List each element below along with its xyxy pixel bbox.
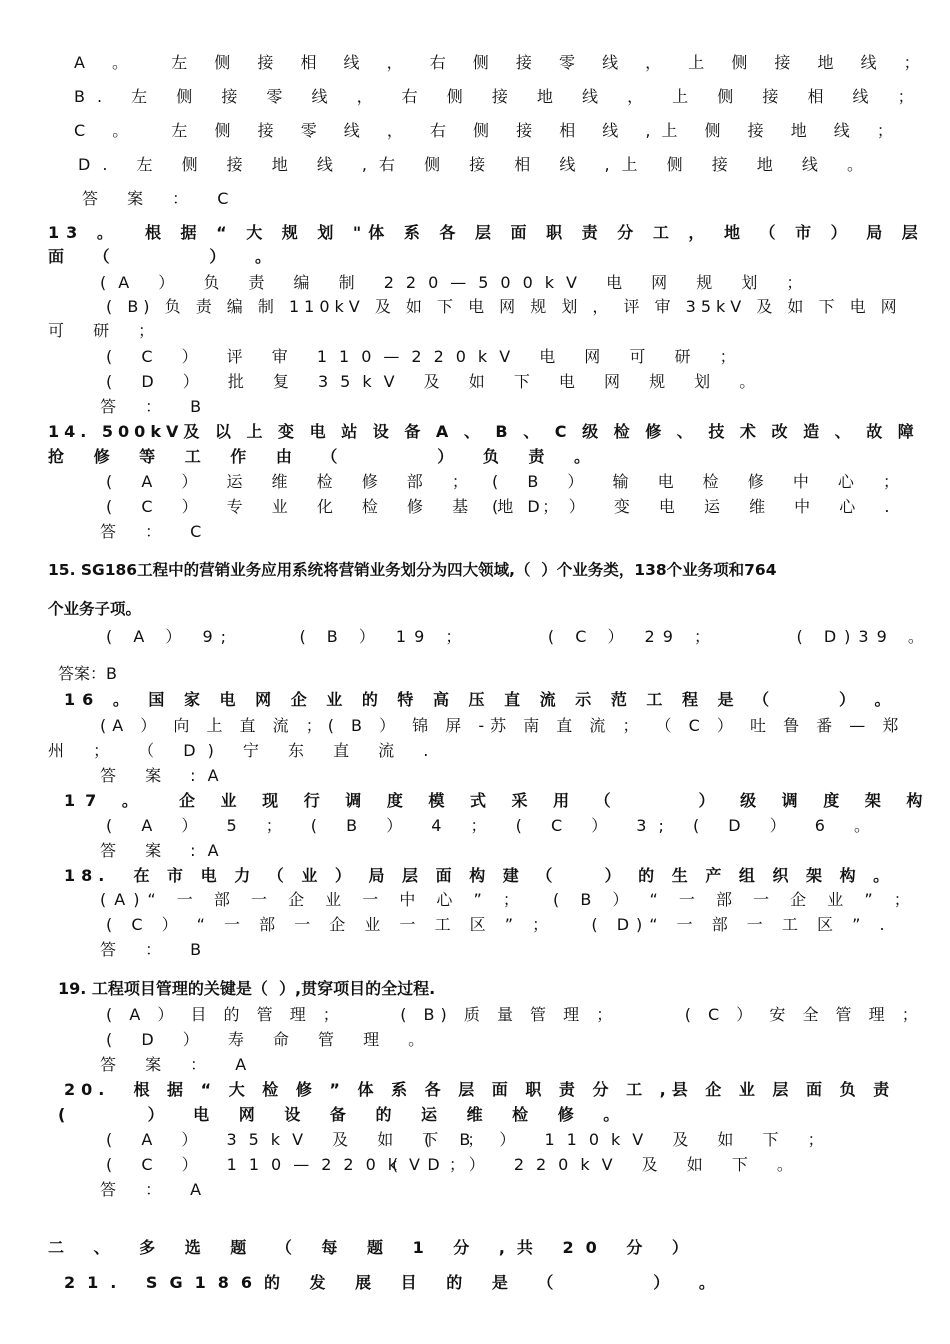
q21-stem: 21. SG186的 发 展 目 的 是 （ ） 。 xyxy=(64,1273,727,1292)
q12-option-d: D. 左 侧 接 地 线 ,右 侧 接 相 线 ,上 侧 接 地 线 。 xyxy=(78,155,875,174)
q13-option-a: (A ） 负 责 编 制 220—500kV 电 网 规 划 ； xyxy=(100,273,815,292)
q13-stem-line1: 13 。 根 据 “ 大 规 划 "体 系 各 层 面 职 责 分 工 ， 地 （ 市 ） 局 层 xyxy=(48,223,925,242)
q13-option-b-line2: 可 研 ； xyxy=(48,321,167,340)
q12-option-c: C 。 左 侧 接 零 线 ， 右 侧 接 相 线 ,上 侧 接 地 线 ； xyxy=(74,121,904,140)
q14-stem-line1: 14. 500kV及 以 上 变 电 站 设 备 A 、 B 、 C 级 检 修 、 技 术 改 造 、 故 障 xyxy=(48,422,919,441)
q18-options-line1: (A)“ 一 部 一 企 业 一 中 心 ” ； ( B ） “ 一 部 一 企 业 ” ； xyxy=(100,890,918,909)
q13-answer: 答 ： B xyxy=(100,397,214,416)
q15-options: ( A ） 9; ( B ） 19 ； ( C ） 29 ； ( D)39 。 xyxy=(106,627,932,646)
q14-answer: 答 ： C xyxy=(100,522,214,541)
q14-option-d: ( D ） 变 电 运 维 中 心 . xyxy=(492,497,902,516)
q14-option-b: ( B ） 输 电 检 修 中 心 ； xyxy=(492,472,911,491)
q16-answer: 答 案 :A xyxy=(100,766,231,785)
q18-answer: 答 ： B xyxy=(100,940,214,959)
section-heading-multiple-choice: 二 、 多 选 题 （ 每 题 1 分 ,共 20 分 ） xyxy=(48,1238,700,1257)
q19-answer: 答 案 ： A xyxy=(100,1055,259,1074)
q20-option-a: ( A ） 35kV 及 如 下 ； xyxy=(106,1130,496,1149)
q13-option-c: ( C ） 评 审 110—220kV 电 网 可 研 ； xyxy=(106,347,748,366)
q12-option-b: B. 左 侧 接 零 线 ， 右 侧 接 地 线 ， 上 侧 接 相 线 ； xyxy=(74,87,926,106)
q12-answer: 答 案 ： C xyxy=(82,189,241,208)
q17-answer: 答 案 :A xyxy=(100,841,231,860)
q20-stem-line1: 20. 根 据 “ 大 检 修 ” 体 系 各 层 面 职 责 分 工 ,县 企 业 层 面 负 责 xyxy=(64,1080,896,1099)
q15-stem-line2: 个业务子项。 xyxy=(48,600,142,618)
q17-stem: 17 。 企 业 现 行 调 度 模 式 采 用 （ ） 级 调 度 架 构 xyxy=(64,791,933,810)
q20-option-d: ( D ） 220kV 及 如 下 。 xyxy=(392,1155,805,1174)
q20-option-c: ( C ） 110—220kV ； xyxy=(106,1155,478,1174)
q19-stem: 19. 工程项目管理的关键是（ ）,贯穿项目的全过程. xyxy=(58,979,436,998)
q20-stem-line2: ( ） 电 网 设 备 的 运 维 检 修 。 xyxy=(58,1105,632,1124)
q18-stem: 18. 在 市 电 力 （ 业 ） 局 层 面 构 建 （ ） 的 生 产 组 织 架 构 。 xyxy=(64,866,896,885)
q18-options-line2: ( C ） “ 一 部 一 企 业 一 工 区 ” ； ( D)“ 一 部 一 工 区 ” . xyxy=(106,915,892,934)
q14-option-c: ( C ） 专 业 化 检 修 基 地 ； xyxy=(106,497,571,516)
q16-options-line1: (A ） 向 上 直 流 ；( B ） 锦 屏 -苏 南 直 流 ； （ C ） 吐 鲁 番 — 郑 xyxy=(100,716,905,735)
q13-option-d: ( D ） 批 复 35kV 及 如 下 电 网 规 划 。 xyxy=(106,372,768,391)
q20-option-b: ( B ） 110kV 及 如 下 ； xyxy=(424,1130,836,1149)
q17-options: ( A ） 5 ； ( B ） 4 ； ( C ） 3; ( D ） 6 。 xyxy=(106,816,883,835)
q14-option-a: ( A ） 运 维 检 修 部 ； xyxy=(106,472,480,491)
q19-options-line1: ( A ） 目 的 管 理 ； ( B) 质 量 管 理 ； ( C ） 安 全 管 理 ； xyxy=(106,1005,924,1024)
q13-stem-line2: 面 （ ） 。 xyxy=(48,247,283,266)
q12-option-a: A 。 左 侧 接 相 线 ， 右 侧 接 零 线 ， 上 侧 接 地 线 ； xyxy=(74,53,931,72)
q16-stem-line1: 16 。 国 家 电 网 企 业 的 特 高 压 直 流 示 范 工 程 是 （ ） 。 xyxy=(64,690,898,709)
q19-options-line2: ( D ） 寿 命 管 理 。 xyxy=(106,1030,437,1049)
q16-options-line2: 州 ； （ D) 宁 东 直 流 . xyxy=(48,741,441,760)
q20-answer: 答 ： A xyxy=(100,1180,214,1199)
q15-stem-line1: 15. SG186工程中的营销业务应用系统将营销业务划分为四大领域,（ ）个业务类，138个业务项和764 xyxy=(48,561,777,579)
q14-stem-line2: 抢 修 等 工 作 由 （ ） 负 责 。 xyxy=(48,447,602,466)
q13-option-b-line1: ( B) 负 责 编 制 110kV 及 如 下 电 网 规 划 ， 评 审 35kV 及 如 下 电 网 xyxy=(106,297,902,316)
q15-answer: 答案：B xyxy=(58,664,117,683)
